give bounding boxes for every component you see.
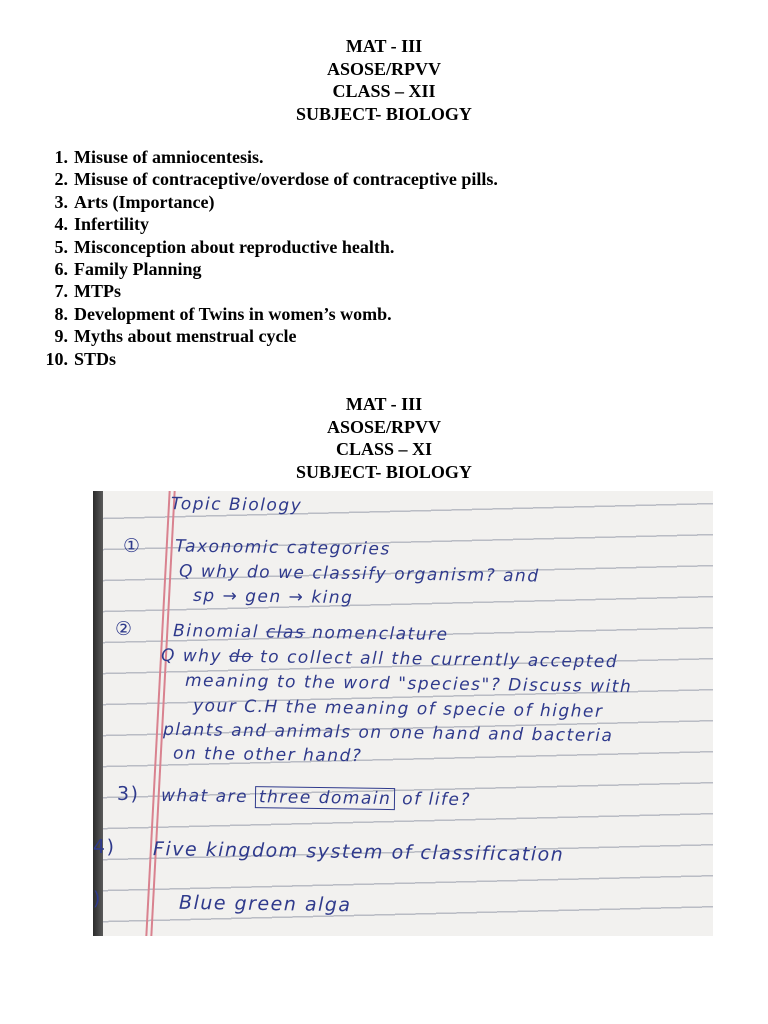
subject-label: SUBJECT- BIOLOGY <box>296 103 472 124</box>
note-line: Five kingdom system of classification <box>152 838 565 866</box>
list-item <box>0 146 498 168</box>
list-item <box>0 303 498 325</box>
notes-topic: Topic Biology <box>170 494 303 516</box>
item-number: 7. <box>54 281 68 302</box>
class-xii-header <box>0 35 768 125</box>
note-word: of life? <box>402 789 472 811</box>
list-item <box>0 325 498 347</box>
school-name: ASOSE/RPVV <box>326 416 442 437</box>
item-text: Infertility <box>74 214 149 235</box>
class-xi-header <box>0 393 768 483</box>
margin-line <box>150 491 175 936</box>
item-text: Arts (Importance) <box>74 191 215 212</box>
handwritten-notes-photo <box>93 491 713 936</box>
item-number: 4. <box>54 214 68 235</box>
struck-word: clas <box>265 622 306 643</box>
note-word: to collect all the currently accepted <box>259 647 619 673</box>
note-line: meaning to the word "species"? Discuss with <box>184 670 633 698</box>
item-number: 8. <box>54 303 68 324</box>
subject-label: SUBJECT- BIOLOGY <box>296 461 472 482</box>
note-line: sp → gen → king <box>192 585 354 609</box>
list-item <box>0 191 498 213</box>
list-item <box>0 168 498 190</box>
note-line <box>161 786 471 810</box>
item-number: 1. <box>54 147 68 167</box>
topic-list <box>0 146 498 370</box>
note-line: your C.H the meaning of specie of higher <box>192 696 604 722</box>
item-text: STDs <box>74 348 117 369</box>
item-text: Family Planning <box>74 259 202 280</box>
note-number-3: 3) <box>116 782 140 806</box>
item-text: MTPs <box>74 281 121 302</box>
note-word: what are <box>160 785 249 808</box>
page-edge-shadow <box>93 491 103 936</box>
list-item <box>0 280 498 302</box>
item-number: 9. <box>54 326 68 347</box>
item-text: Development of Twins in women’s womb. <box>74 303 392 324</box>
class-label: CLASS – XI <box>335 439 433 459</box>
list-item <box>0 213 498 235</box>
item-number: 6. <box>54 259 68 280</box>
list-item <box>0 348 498 370</box>
note-word: Q why <box>160 645 223 667</box>
note-word: nomenclature <box>312 623 449 645</box>
note-line: on the other hand? <box>172 743 363 767</box>
mat-title: MAT - III <box>345 36 423 56</box>
item-text: Myths about menstrual cycle <box>74 326 297 347</box>
note-line: Blue green alga <box>178 891 352 917</box>
item-number: 3. <box>54 191 68 212</box>
note-word: Binomial <box>172 621 260 643</box>
boxed-phrase: three domain <box>255 786 396 810</box>
item-number: 10. <box>45 348 68 369</box>
list-item <box>0 258 498 280</box>
note-number-2: ② <box>114 617 134 641</box>
item-number: 2. <box>54 169 68 190</box>
struck-word: do <box>228 646 254 668</box>
margin-line <box>145 491 170 936</box>
item-text: Misuse of contraceptive/overdose of contraceptive pills. <box>74 169 498 190</box>
class-label: CLASS – XII <box>332 81 436 101</box>
note-line: Q why do we classify organism? and <box>178 561 540 587</box>
item-text: Misconception about reproductive health. <box>74 236 395 257</box>
note-number-1: ① <box>122 534 142 558</box>
list-item <box>0 236 498 258</box>
item-number: 5. <box>54 236 68 257</box>
note-number-5: ) <box>93 887 103 911</box>
note-line: plants and animals on one hand and bacteria <box>162 719 614 747</box>
item-text: Misuse of amniocentesis. <box>74 147 264 167</box>
mat-title: MAT - III <box>345 394 423 414</box>
note-number-4: 4) <box>93 835 116 859</box>
note-line: Taxonomic categories <box>174 536 391 560</box>
school-name: ASOSE/RPVV <box>326 58 442 79</box>
note-line <box>173 621 449 645</box>
note-line <box>161 646 618 672</box>
